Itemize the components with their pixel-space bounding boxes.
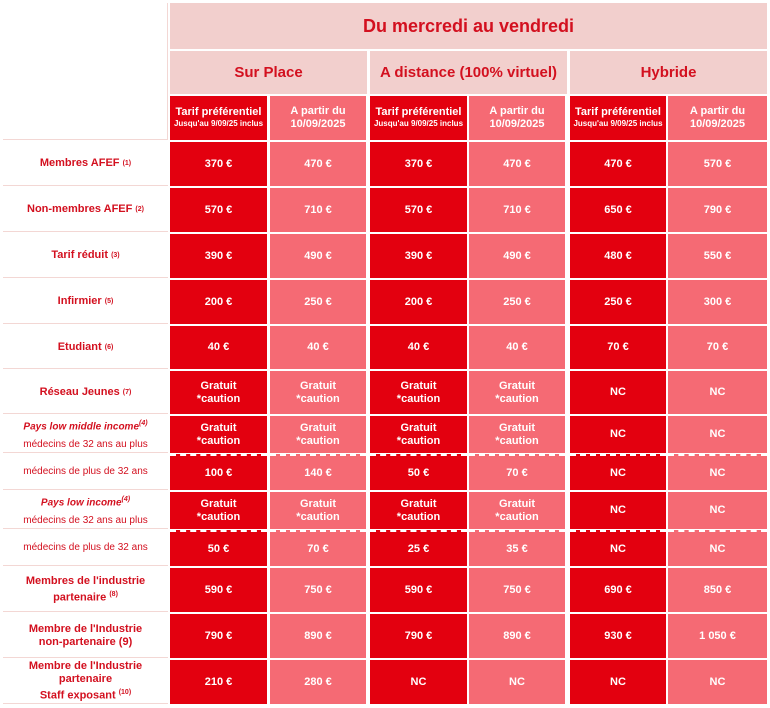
row-label-lmi_a [3, 416, 168, 453]
label-text: Non-membres AFEF [27, 203, 133, 215]
mode-header-sur-place: Sur Place [170, 51, 367, 94]
price-cell [469, 371, 565, 414]
mode-header-hybride: Hybride [570, 51, 767, 94]
price-cell: NC [668, 416, 767, 453]
footnote-ref: (5) [104, 298, 114, 305]
row-label-lmi_b [3, 454, 168, 490]
price-note: *caution [196, 392, 241, 405]
row-label-nonpart [3, 614, 168, 658]
sub-label: médecins de plus de 32 ans [23, 466, 148, 477]
footnote-ref: (1) [122, 160, 132, 167]
price-cell: 250 € [270, 280, 366, 324]
price-cell: 490 € [270, 234, 366, 278]
price-cell: NC [570, 371, 666, 414]
price-note: *caution [196, 434, 241, 447]
price-cell: 650 € [570, 188, 666, 232]
sub-label: médecins de 32 ans au plus [23, 514, 148, 526]
price-cell [270, 416, 366, 453]
price-cell: 200 € [370, 280, 467, 324]
price-cell: 70 € [668, 326, 767, 369]
label-line-1: Membre de l'Industrie partenaire [28, 660, 143, 686]
price-cell: 470 € [469, 142, 565, 186]
mode-header-distance: A distance (100% virtuel) [370, 51, 567, 94]
subheader-pref-sub: Jusqu'au 9/09/25 inclus [573, 119, 663, 128]
price-cell: 40 € [469, 326, 565, 369]
label-line-2 [53, 588, 118, 605]
footnote-ref: (2) [135, 206, 144, 213]
price-cell: 40 € [270, 326, 366, 369]
subheader-pref-sub: Jusqu'au 9/09/25 inclus [173, 119, 264, 128]
row-label-li_b [3, 530, 168, 566]
row-label-li_a [3, 492, 168, 529]
price-cell: 1 050 € [668, 614, 767, 658]
price-value: Gratuit [299, 379, 337, 392]
price-cell: 590 € [370, 568, 467, 612]
subheader-tarif-preferentiel [170, 96, 267, 140]
subheader-a-partir-du [668, 96, 767, 140]
subheader-a-partir-du [270, 96, 366, 140]
price-cell: 750 € [270, 568, 366, 612]
price-cell: 100 € [170, 454, 267, 490]
price-cell: 710 € [270, 188, 366, 232]
price-cell: 470 € [270, 142, 366, 186]
footnote-ref: (7) [122, 388, 132, 396]
price-cell: NC [370, 660, 467, 704]
price-value: Gratuit [200, 379, 237, 392]
price-cell: 70 € [270, 530, 366, 566]
price-cell: 40 € [370, 326, 467, 369]
subheader-after-label: A partir du [489, 105, 545, 117]
price-cell [370, 416, 467, 453]
price-value: Gratuit [400, 421, 437, 434]
price-cell: 890 € [469, 614, 565, 658]
price-cell: 210 € [170, 660, 267, 704]
price-cell: 790 € [170, 614, 267, 658]
price-cell [170, 492, 267, 529]
price-cell: 70 € [469, 454, 565, 490]
row-label-nonmembres [3, 188, 168, 232]
row-label-membres [3, 142, 168, 186]
price-cell: 570 € [170, 188, 267, 232]
price-cell: NC [570, 530, 666, 566]
price-cell: 50 € [170, 530, 267, 566]
subheader-after-date: 10/09/2025 [489, 118, 545, 130]
subheader-pref-label: Tarif préférentiel [175, 106, 262, 118]
price-cell [170, 416, 267, 453]
price-cell [170, 371, 267, 414]
price-note: *caution [495, 392, 539, 405]
subheader-pref-label: Tarif préférentiel [575, 106, 661, 118]
subheader-after-label: A partir du [689, 105, 746, 117]
group-name: Pays low middle income [23, 421, 140, 433]
footnote-ref: (10) [118, 689, 132, 697]
label-line-2-text: partenaire [53, 591, 107, 604]
subheader-a-partir-du [469, 96, 565, 140]
price-cell: 280 € [270, 660, 366, 704]
group-name: Pays low income [40, 497, 122, 509]
sub-label: médecins de plus de 32 ans [23, 542, 148, 553]
price-note: *caution [196, 510, 241, 523]
price-note: *caution [396, 434, 441, 447]
price-cell: 70 € [570, 326, 666, 369]
price-value: Gratuit [200, 497, 237, 510]
row-label-reseau [3, 371, 168, 414]
price-cell: 370 € [170, 142, 267, 186]
price-cell: 480 € [570, 234, 666, 278]
price-cell: 890 € [270, 614, 366, 658]
footnote-ref: (6) [104, 343, 114, 351]
price-value: Gratuit [400, 497, 437, 510]
price-value: Gratuit [498, 379, 536, 392]
price-cell: 250 € [469, 280, 565, 324]
corner-blank [3, 3, 168, 140]
subheader-after-date: 10/09/2025 [290, 118, 346, 130]
label-line-2-text: Staff exposant [39, 689, 116, 702]
price-cell [469, 416, 565, 453]
row-label-infirmier [3, 280, 168, 324]
price-cell: 25 € [370, 530, 467, 566]
footnote-ref: (8) [109, 590, 118, 598]
label-line-1: Membre de l'Industrie [28, 622, 143, 635]
price-cell: 790 € [370, 614, 467, 658]
price-cell [469, 492, 565, 529]
price-cell: 550 € [668, 234, 767, 278]
price-value: Gratuit [498, 421, 536, 434]
price-cell: 570 € [370, 188, 467, 232]
price-cell: 710 € [469, 188, 565, 232]
price-value: Gratuit [299, 497, 337, 510]
price-cell: NC [570, 454, 666, 490]
price-cell: 370 € [370, 142, 467, 186]
price-cell: 250 € [570, 280, 666, 324]
price-value: Gratuit [200, 421, 237, 434]
price-cell [270, 492, 366, 529]
price-cell: 40 € [170, 326, 267, 369]
row-label-reduit [3, 234, 168, 278]
price-cell: 490 € [469, 234, 565, 278]
price-cell: 390 € [170, 234, 267, 278]
price-cell: NC [668, 454, 767, 490]
price-cell: NC [570, 416, 666, 453]
price-cell: 690 € [570, 568, 666, 612]
subheader-tarif-preferentiel [370, 96, 467, 140]
price-value: Gratuit [498, 497, 536, 510]
footnote-ref: (4) [139, 420, 148, 428]
price-note: *caution [296, 392, 340, 405]
label-line-2-text: non-partenaire (9) [38, 635, 133, 648]
footnote-ref: (4) [121, 496, 131, 504]
price-cell: NC [668, 660, 767, 704]
subheader-pref-sub: Jusqu'au 9/09/25 inclus [373, 119, 464, 128]
price-cell: 140 € [270, 454, 366, 490]
sub-label: médecins de 32 ans au plus [23, 438, 148, 450]
label-text: Infirmier [57, 295, 102, 307]
price-value: Gratuit [299, 421, 337, 434]
price-note: *caution [495, 434, 539, 447]
price-cell: NC [570, 660, 666, 704]
price-cell: 850 € [668, 568, 767, 612]
price-note: *caution [396, 510, 441, 523]
price-cell: 390 € [370, 234, 467, 278]
subheader-after-date: 10/09/2025 [689, 118, 746, 130]
group-label [41, 493, 130, 509]
price-cell [370, 492, 467, 529]
price-cell: NC [668, 371, 767, 414]
price-cell: 200 € [170, 280, 267, 324]
price-cell: NC [469, 660, 565, 704]
group-label [23, 417, 147, 433]
row-label-industrie [3, 568, 168, 612]
row-label-staff [3, 660, 168, 704]
subheader-tarif-preferentiel [570, 96, 666, 140]
price-cell: 570 € [668, 142, 767, 186]
price-cell: NC [668, 530, 767, 566]
price-cell: 930 € [570, 614, 666, 658]
period-header: Du mercredi au vendredi [170, 3, 767, 49]
price-cell: NC [668, 492, 767, 529]
label-line-1: Membres de l'industrie [25, 574, 146, 587]
label-text: Membres AFEF [39, 157, 120, 169]
price-cell [370, 371, 467, 414]
label-text: Etudiant [57, 340, 102, 353]
subheader-after-label: A partir du [290, 105, 346, 117]
price-cell: 470 € [570, 142, 666, 186]
price-cell: 35 € [469, 530, 565, 566]
row-label-etudiant [3, 326, 168, 369]
label-line-2 [39, 636, 133, 649]
subheader-pref-label: Tarif préférentiel [375, 106, 462, 118]
price-cell: 50 € [370, 454, 467, 490]
price-note: *caution [296, 510, 340, 523]
price-note: *caution [495, 510, 539, 523]
price-cell [270, 371, 366, 414]
price-cell: 590 € [170, 568, 267, 612]
price-note: *caution [296, 434, 340, 447]
footnote-ref: (3) [111, 252, 120, 259]
label-line-2 [40, 686, 131, 703]
price-cell: 750 € [469, 568, 565, 612]
price-note: *caution [396, 392, 441, 405]
price-cell: 300 € [668, 280, 767, 324]
price-cell: NC [570, 492, 666, 529]
price-value: Gratuit [400, 379, 437, 392]
label-text: Tarif réduit [51, 249, 108, 261]
label-text: Réseau Jeunes [39, 385, 120, 398]
price-cell: 790 € [668, 188, 767, 232]
